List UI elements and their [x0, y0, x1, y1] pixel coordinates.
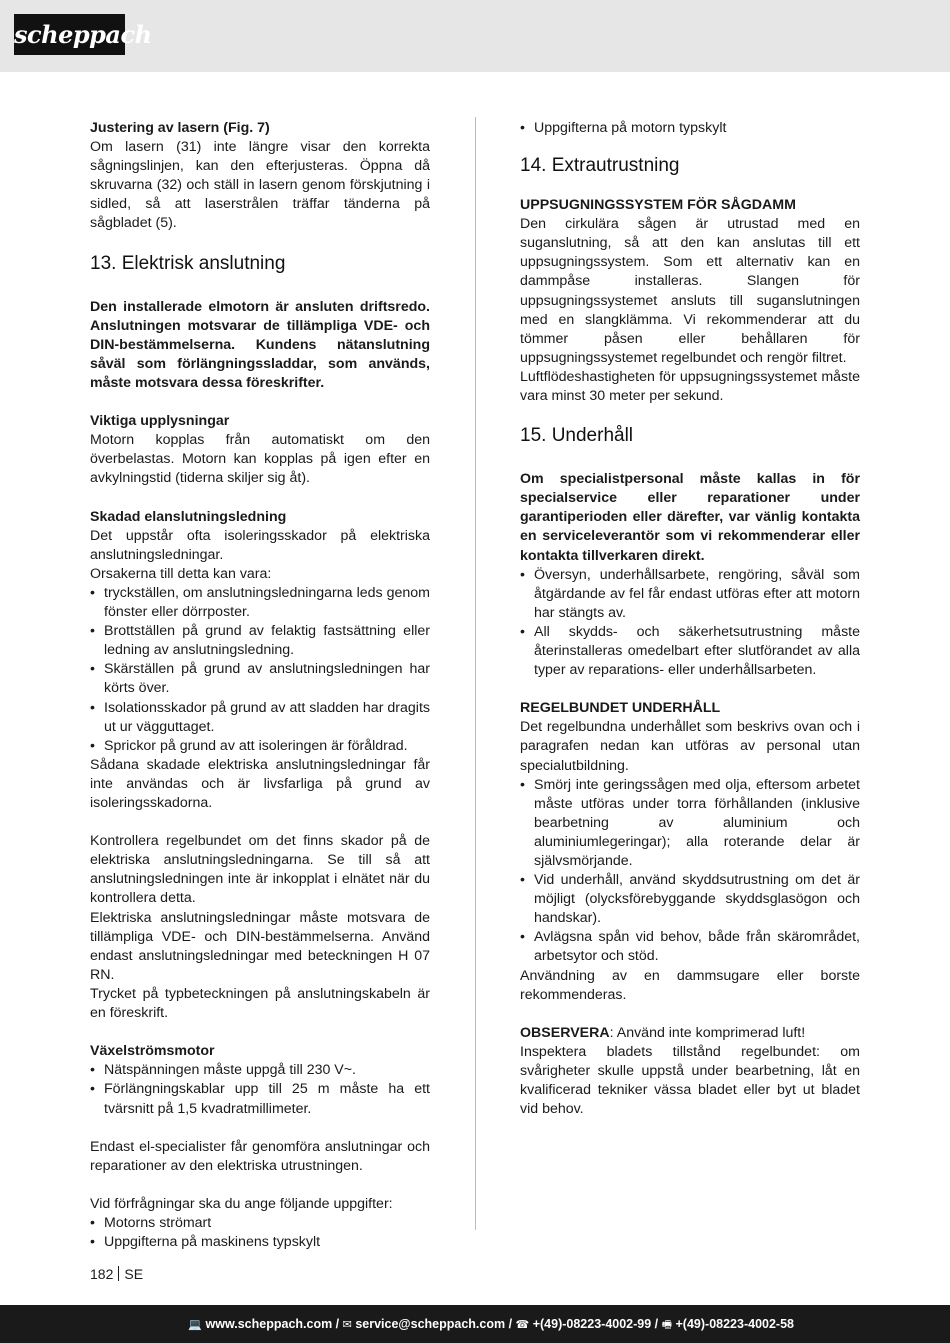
anvandning-text: Användning av en dammsugare eller borste rekommenderas. [520, 967, 860, 1003]
footer-separator: / [651, 1317, 662, 1331]
vaxel-list [90, 1061, 430, 1118]
mail-icon: ✉ [342, 1318, 352, 1331]
list-item: • All skydds- och säkerhetsutrustning måste återinstalleras omedelbart efter slutförandet av alla typer av reparations- eller underhållsarbeten. [520, 623, 860, 680]
list-item: • Översyn, underhållsarbete, rengöring, såväl som åtgärdande av fel får endast utföras efter att motorn har stängts av. [520, 566, 860, 623]
endast-text: Endast el-specialister får genomföra anslutningar och reparationer av den elektriska utrustningen. [90, 1138, 430, 1174]
page-language: SE [124, 1266, 144, 1282]
regel-heading: REGELBUNDET UNDERHÅLL [520, 700, 721, 717]
section-13-heading [90, 252, 430, 276]
skadad-text-3: Sådana skadade elektriska anslutningsledningar får inte användas och är livsfarliga på grund av isoleringsskadorna. [90, 756, 430, 811]
list-item: • Uppgifterna på maskinens typskylt [90, 1233, 430, 1252]
skadad-text-2: Orsakerna till detta kan vara: [90, 565, 272, 582]
regel-list [520, 776, 860, 967]
observera-label: OBSERVERA [520, 1024, 610, 1041]
list-item: • Avlägsna spån vid behov, både från skärområdet, arbetsytor och stöd. [520, 928, 860, 966]
kontroll-text: Kontrollera regelbundet om det finns skador på de elektriska anslutningsledningarna. Se till så att anslutningsledningen inte är inkopplat i elnätet när du kontrollera detta. [90, 833, 430, 907]
top-list [520, 119, 860, 138]
laser-heading: Justering av lasern (Fig. 7) [90, 120, 270, 136]
footer-bar [0, 1305, 950, 1343]
under-list [520, 566, 860, 681]
list-item: • Vid underhåll, använd skyddsutrustning om det är möjligt (olycksförebyggande skyddsglasögon och handskar). [520, 871, 860, 928]
footer-website-link[interactable]: www.scheppach.com [205, 1317, 333, 1331]
upps-text: Den cirkulära sågen är utrustad med en suganslutning, så att den kan anslutas till ett uppsugningssystem. Som ett alternativ kan en dammpåse installeras. Slangen för uppsugningssystemet ansluts till suganslutningen med en slangklämma. Vi rekommenderar att du tömmer påsen eller behållaren för uppsugningssystemet regelbundet och rengör filtret. [520, 216, 860, 366]
viktiga-heading: Viktiga upplysningar [90, 413, 230, 430]
list-item: • Skärställen på grund av anslutningsledningen har körts över. [90, 660, 430, 698]
footer-separator: / [332, 1317, 343, 1331]
section-14-number: 14. [520, 155, 547, 177]
list-item: • Sprickor på grund av att isoleringen är föråldrad. [90, 737, 430, 756]
skadad-list [90, 584, 430, 756]
section-15-heading [520, 424, 860, 448]
section-15-title: Underhåll [551, 425, 634, 447]
observera-line [520, 1024, 860, 1043]
viktiga-text: Motorn kopplas från automatiskt om den överbelastas. Motorn kan kopplas på igen efter en avkylningstid (tiderna skiljer sig åt). [90, 432, 430, 487]
footer-fax: +(49)-08223-4002-58 [675, 1317, 794, 1331]
list-item: • Motorns strömart [90, 1214, 430, 1233]
page-number [90, 1265, 143, 1283]
observera-text: : Använd inte komprimerad luft! [609, 1024, 806, 1041]
elektriska-text: Elektriska anslutningsledningar måste motsvara de tillämpliga VDE- och DIN-bestämmelserna. Använd endast anslutningsledningar med beteckningen H 07 RN. [90, 909, 430, 983]
trycket-text: Trycket på typbeteckningen på anslutningskabeln är en föreskrift. [90, 985, 430, 1022]
section-14-heading [520, 154, 860, 178]
inspektera-text: Inspektera bladets tillstånd regelbundet: om svårigheter skulle uppstå under bearbetning, låt en kvalificerad tekniker vässa bladet eller byt ut bladet vid behov. [520, 1043, 860, 1118]
upps-heading: UPPSUGNINGSSYSTEM FÖR SÅGDAMM [520, 197, 796, 214]
regel-text: Det regelbundna underhållet som beskrivs ovan och i paragrafen nedan kan utföras av personal utan specialutbildning. [520, 719, 860, 774]
footer-contacts [188, 1315, 794, 1334]
list-item: • Isolationsskador på grund av att sladden har dragits ut ur vägguttaget. [90, 699, 430, 737]
list-item: • Brottställen på grund av felaktig fastsättning eller ledning av anslutningsledning. [90, 622, 430, 660]
laser-text: Om lasern (31) inte längre visar den korrekta sågningslinjen, kan den efterjusteras. Öppna då skruvarna (32) och ställ in lasern genom förskjutning i sidled, så att laserstrålen träffar tänderna på sågbladet (5). [90, 139, 430, 232]
header-band [0, 0, 950, 72]
phone-icon: ☎ [515, 1318, 530, 1331]
section-13-number: 13. [90, 252, 117, 274]
skadad-text-1: Det uppstår ofta isoleringsskador på elektriska anslutningsledningar. [90, 527, 430, 563]
list-item: • Smörj inte geringssågen med olja, eftersom arbetet måste utföras under torra förhållanden (inklusive bearbetning av aluminium och aluminiumlegeringar); alla roterande delar är självsmörjande. [520, 776, 860, 871]
list-item: • tryckställen, om anslutningsledningarna leds genom fönster eller dörrposter. [90, 584, 430, 622]
column-divider [475, 117, 476, 1230]
fax-icon: 🖷 [661, 1318, 673, 1331]
computer-icon: 💻 [188, 1318, 203, 1331]
list-item: • Nätspänningen måste uppgå till 230 V~. [90, 1061, 430, 1080]
luft-text: Luftflödeshastigheten för uppsugningssystemet måste vara minst 30 meter per sekund. [520, 368, 860, 405]
footer-phone[interactable]: +(49)-08223-4002-99 [532, 1317, 652, 1331]
list-item: • Uppgifterna på motorn typskylt [520, 119, 860, 138]
intro-bold: Den installerade elmotorn är ansluten driftsredo. Anslutningen motsvarar de tillämpliga VDE- och DIN-bestämmelserna. Kundens nätanslutning såväl som förlängningssladdar, som används, måste motsvara dessa föreskrifter. [90, 298, 430, 391]
list-item: • Förlängningskablar upp till 25 m måste ha ett tvärsnitt på 1,5 kvadratmillimeter. [90, 1080, 430, 1118]
footer-email-link[interactable]: service@scheppach.com [355, 1317, 506, 1331]
under-bold: Om specialistpersonal måste kallas in för specialservice eller reparationer under garantiperioden eller därefter, var vänlig kontakta en serviceleverantör som vi rekommenderar eller kontakta tillverkaren direkt. [520, 471, 860, 564]
scheppach-logo: scheppach [14, 14, 125, 55]
footer-separator: / [505, 1317, 516, 1331]
vid-text: Vid förfrågningar ska du ange följande uppgifter: [90, 1195, 393, 1212]
page-number-value: 182 [90, 1266, 114, 1282]
left-column [90, 119, 430, 1252]
section-13-title: Elektrisk anslutning [121, 252, 286, 274]
right-column [520, 119, 860, 1119]
vid-list [90, 1214, 430, 1252]
skadad-heading: Skadad elanslutningsledning [90, 508, 287, 525]
section-14-title: Extrautrustning [551, 155, 680, 177]
section-15-number: 15. [520, 425, 547, 447]
vaxel-heading: Växelströmsmotor [90, 1043, 215, 1060]
